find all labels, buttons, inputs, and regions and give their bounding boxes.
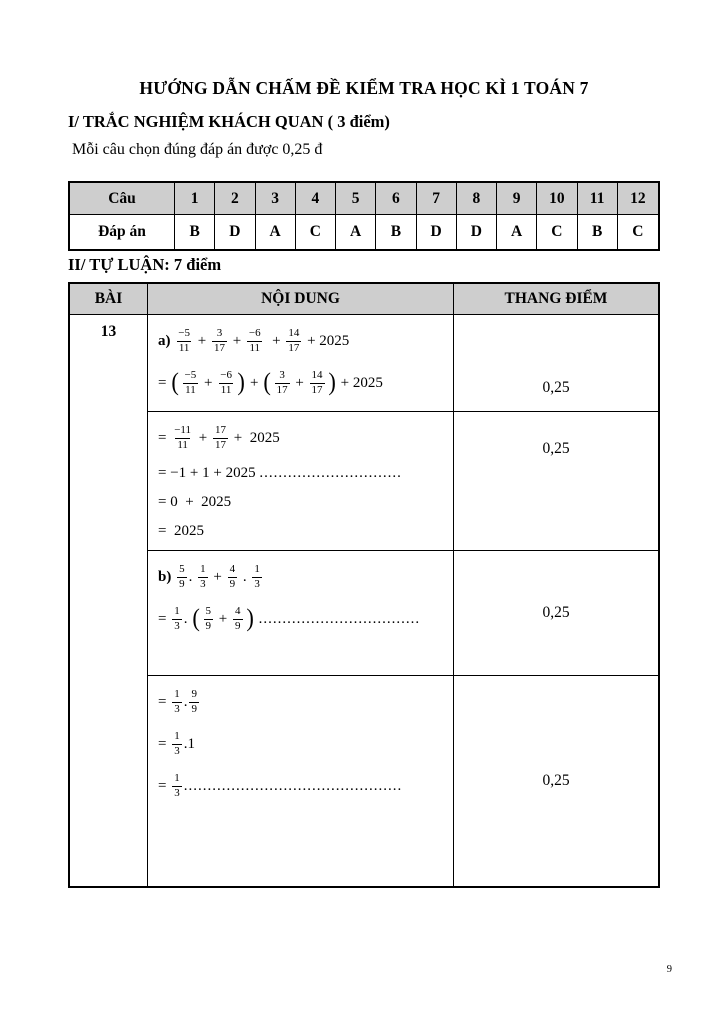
fraction-numerator: 1 [174,771,180,784]
math-text: = 2025 [158,523,204,539]
essay-table-body [70,315,658,886]
score-cell: 0,25 [542,440,570,457]
math-text: = [158,777,171,794]
fraction [183,370,199,396]
essay-grading-table [68,282,660,888]
fraction-numerator: 14 [288,326,300,339]
fraction-numerator: 1 [254,562,260,575]
math-text: + 2025 [336,374,383,391]
math-text: . [188,568,197,585]
answer-table-answer: D [417,215,457,249]
fraction-numerator: 1 [174,729,180,742]
math-line [158,320,449,362]
fraction [252,564,262,590]
col-header-thang-diem: THANG ĐIỂM [504,290,608,307]
fraction [172,773,182,799]
section2-heading: II/ TỰ LUẬN: 7 điểm [68,255,222,274]
fraction [212,328,227,354]
fraction-numerator: 3 [279,368,285,381]
math-text: + 2025 [229,429,280,446]
math-text: + [291,374,308,391]
score-cell: 0,25 [542,604,570,621]
section1-heading: I/ TRẮC NGHIỆM KHÁCH QUAN ( 3 điểm) [68,112,390,131]
fraction-numerator: 14 [311,368,323,381]
fraction-denominator: 17 [276,383,288,396]
fraction-numerator: 9 [191,687,197,700]
fraction [310,370,325,396]
fraction-denominator: 17 [213,341,225,354]
fraction-denominator: 3 [200,577,206,590]
fraction [176,328,192,354]
math-text: = [158,693,171,710]
answer-table-question: 4 [296,183,336,215]
solution-content-cell [148,551,454,675]
answer-table-question: 6 [376,183,416,215]
math-text: + 2025 [303,332,350,349]
fraction-denominator: 17 [288,341,300,354]
page-title: HƯỚNG DẪN CHẤM ĐỀ KIỂM TRA HỌC KÌ 1 TOÁN 7 [139,78,589,98]
answer-table-answer: B [175,215,215,249]
fraction-denominator: 3 [174,744,180,757]
math-text: = −1 + 1 + 2025 [158,465,260,481]
math-text: = [158,735,171,752]
answer-table-answer: A [256,215,296,249]
fraction-denominator: 11 [178,341,190,354]
fraction-numerator: 17 [214,423,226,436]
answer-table-answer: C [537,215,577,249]
fraction-numerator: 5 [205,604,212,617]
math-text: . [183,693,188,710]
fraction-denominator: 11 [249,341,261,354]
dot-leader: .............................................. [183,777,403,794]
dot-leader: .................................. [258,610,421,627]
math-line [158,459,449,488]
math-text: + [200,374,217,391]
fraction [204,606,214,632]
score-cell: 0,25 [542,772,570,789]
dot-leader: .............................. [259,465,402,481]
fraction-denominator: 9 [229,577,236,590]
math-line [158,488,449,517]
section1-note: Mỗi câu chọn đúng đáp án được 0,25 đ [72,141,323,158]
solution-subrow [148,315,658,412]
answer-table-answer: A [336,215,376,249]
math-text: = [158,610,171,627]
math-line [158,723,449,765]
answer-table-question: 12 [618,183,658,215]
math-line [158,681,449,723]
math-text: + [264,332,285,349]
fraction [172,731,182,757]
fraction [172,606,182,632]
solution-content-cell [148,412,454,550]
fraction-numerator: −6 [220,368,232,381]
answer-table-question: 9 [497,183,537,215]
fraction-denominator: 9 [179,577,185,590]
fraction-numerator: 1 [174,604,180,617]
answer-table-question: 8 [457,183,497,215]
fraction [286,328,301,354]
answer-table-answer: D [215,215,255,249]
math-text: = [158,429,171,446]
math-text-bold: a) [158,332,175,349]
fraction-denominator: 9 [191,702,197,715]
answer-table-answer: A [497,215,537,249]
fraction-numerator: −5 [178,326,190,339]
answer-table-row-label: Câu [70,183,175,215]
solution-subrow [148,412,658,551]
fraction [218,370,234,396]
math-text: + [195,429,211,446]
math-line [158,556,449,598]
math-line [158,417,449,459]
math-text: . [183,610,192,627]
math-line: = $\frac{1}{3}$ . ( $\frac{5}{9}$ + $\frac{4}{9}$ ) .................................. [158,604,421,632]
fraction [233,606,243,632]
fraction-denominator: 3 [254,577,260,590]
fraction-denominator: 3 [174,786,180,799]
math-text: + [215,610,232,627]
answer-table-question: 10 [537,183,577,215]
math-line: = ( $\frac{-5}{11}$ + $\frac{-6}{11}$ ) + ( $\frac{3}{17}$ + $\frac{14}{17}$ ) + 2025 [158,368,383,396]
fraction-denominator: 3 [174,702,180,715]
fraction [275,370,290,396]
fraction-denominator: 17 [311,383,323,396]
essay-table-header-row [70,284,658,315]
answer-key-table [68,181,660,251]
solution-rows [148,315,658,886]
answer-table-question: 11 [578,183,618,215]
fraction-denominator: 11 [185,383,196,396]
fraction-numerator: 4 [229,562,236,575]
solution-content-cell [148,676,454,886]
solution-content-cell [148,315,454,411]
fraction-denominator: 11 [177,438,188,451]
math-text: . [239,568,251,585]
fraction-numerator: 4 [235,604,241,617]
fraction [172,689,182,715]
math-text: = [158,374,171,391]
answer-table-question: 1 [175,183,215,215]
problem-number: 13 [70,315,148,886]
fraction-numerator: 1 [200,562,206,575]
math-text: + [193,332,210,349]
math-text: + [228,332,245,349]
col-header-bai: BÀI [70,284,148,314]
document-content [68,0,660,888]
fraction-denominator: 11 [220,383,232,396]
col-header-noi-dung: NỘI DUNG [148,284,454,314]
answer-table-row-label: Đáp án [70,215,175,249]
page-number: 9 [666,964,672,975]
answer-table-question: 7 [417,183,457,215]
fraction [213,425,228,451]
fraction [247,328,263,354]
fraction [189,689,199,715]
math-line [158,765,449,807]
answer-table-answer: C [296,215,336,249]
fraction-numerator: −6 [248,326,261,339]
fraction-denominator: 17 [214,438,226,451]
math-text: = 0 + 2025 [158,494,232,510]
fraction-denominator: 9 [205,619,212,632]
fraction-denominator: 3 [174,619,180,632]
fraction-denominator: 9 [235,619,241,632]
math-text: + [209,568,226,585]
math-text: .1 [183,735,195,752]
answer-table-answer: B [376,215,416,249]
answer-table-question: 5 [336,183,376,215]
fraction-numerator: 3 [216,326,223,339]
fraction-numerator: −11 [174,423,192,436]
fraction-numerator: 1 [174,687,180,700]
answer-table-question: 3 [256,183,296,215]
math-line [158,517,449,546]
fraction [172,425,193,451]
fraction-numerator: −5 [184,368,197,381]
fraction [177,564,187,590]
solution-subrow [148,551,658,676]
solution-subrow [148,676,658,886]
answer-table-question: 2 [215,183,255,215]
answer-table-answer: B [578,215,618,249]
math-text: + [246,374,263,391]
math-text-bold: b) [158,568,176,585]
answer-table-answer: D [457,215,497,249]
fraction-numerator: 5 [179,562,185,575]
score-cell: 0,25 [542,379,570,396]
fraction [198,564,208,590]
fraction [228,564,238,590]
answer-table-answer: C [632,223,644,240]
